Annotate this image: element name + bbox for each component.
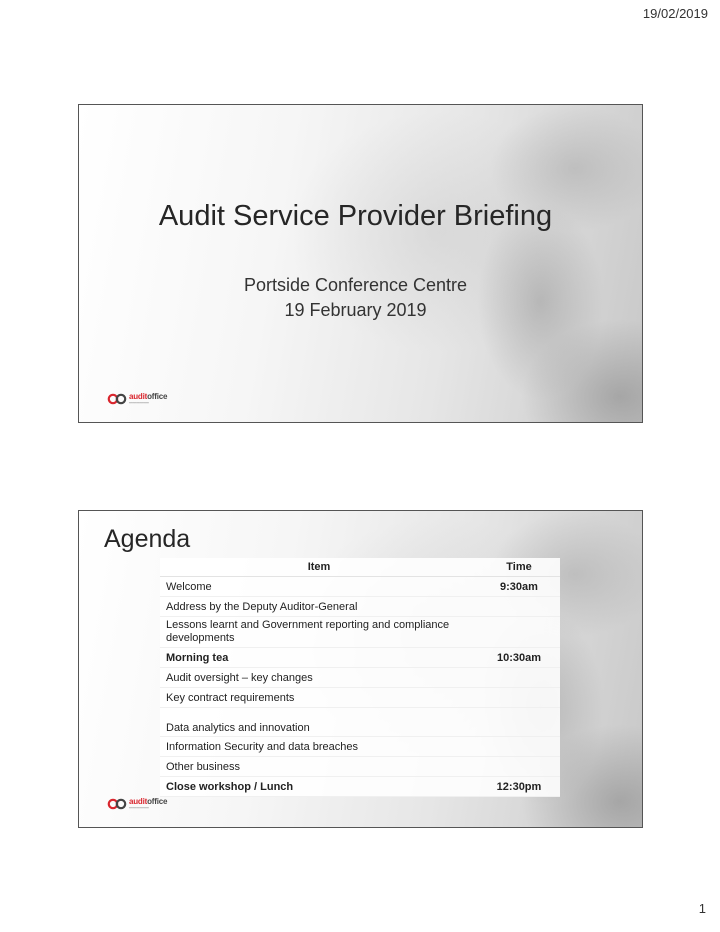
table-row [160, 737, 560, 757]
audit-office-logo [107, 798, 167, 810]
agenda-slide [78, 510, 643, 828]
logo-word-audit: audit [129, 392, 148, 401]
agenda-item: Information Security and data breaches [160, 737, 478, 757]
agenda-time [478, 617, 560, 648]
agenda-item: Audit oversight – key changes [160, 668, 478, 688]
logo-word-office: office [147, 392, 168, 401]
agenda-time [478, 737, 560, 757]
logo-tagline: ━━━━━━━━━━━ [129, 401, 149, 405]
agenda-table [160, 558, 560, 797]
agenda-time [478, 708, 560, 737]
column-header-time: Time [478, 558, 560, 577]
agenda-item: Close workshop / Lunch [160, 777, 478, 797]
presentation-title: Audit Service Provider Briefing [158, 200, 553, 232]
logo-word-audit: audit [129, 797, 148, 806]
agenda-item: Other business [160, 757, 478, 777]
logo-word-office: office [147, 797, 168, 806]
agenda-time [478, 757, 560, 777]
agenda-item: Key contract requirements [160, 688, 478, 708]
table-row [160, 777, 560, 797]
title-slide [78, 104, 643, 423]
table-row [160, 668, 560, 688]
event-date-text: 19 February 2019 [284, 300, 427, 320]
table-row [160, 688, 560, 708]
table-row [160, 648, 560, 668]
agenda-time: 12:30pm [478, 777, 560, 797]
table-row [160, 577, 560, 597]
agenda-item: Lessons learnt and Government reporting and compliance developments [160, 617, 478, 648]
logo-tagline: ━━━━━━━━━━━ [129, 806, 149, 810]
column-header-item: Item [160, 558, 478, 577]
presentation-subtitle [79, 273, 632, 323]
page-date: 19/02/2019 [642, 6, 708, 21]
agenda-header-row [160, 558, 560, 577]
agenda-title: Agenda [104, 525, 191, 553]
agenda-time [478, 668, 560, 688]
agenda-item: Address by the Deputy Auditor-General [160, 597, 478, 617]
table-row [160, 708, 560, 737]
agenda-item: Welcome [160, 577, 478, 597]
agenda-item: Data analytics and innovation [160, 708, 478, 737]
venue-text: Portside Conference Centre [243, 275, 468, 295]
agenda-item: Morning tea [160, 648, 478, 668]
agenda-time: 10:30am [478, 648, 560, 668]
infinity-logo-icon [107, 393, 127, 405]
agenda-time [478, 688, 560, 708]
infinity-logo-icon [107, 798, 127, 810]
table-row [160, 757, 560, 777]
audit-office-logo [107, 393, 167, 405]
page-number: 1 [698, 901, 706, 916]
agenda-time: 9:30am [478, 577, 560, 597]
table-row [160, 617, 560, 648]
table-row [160, 597, 560, 617]
agenda-time [478, 597, 560, 617]
